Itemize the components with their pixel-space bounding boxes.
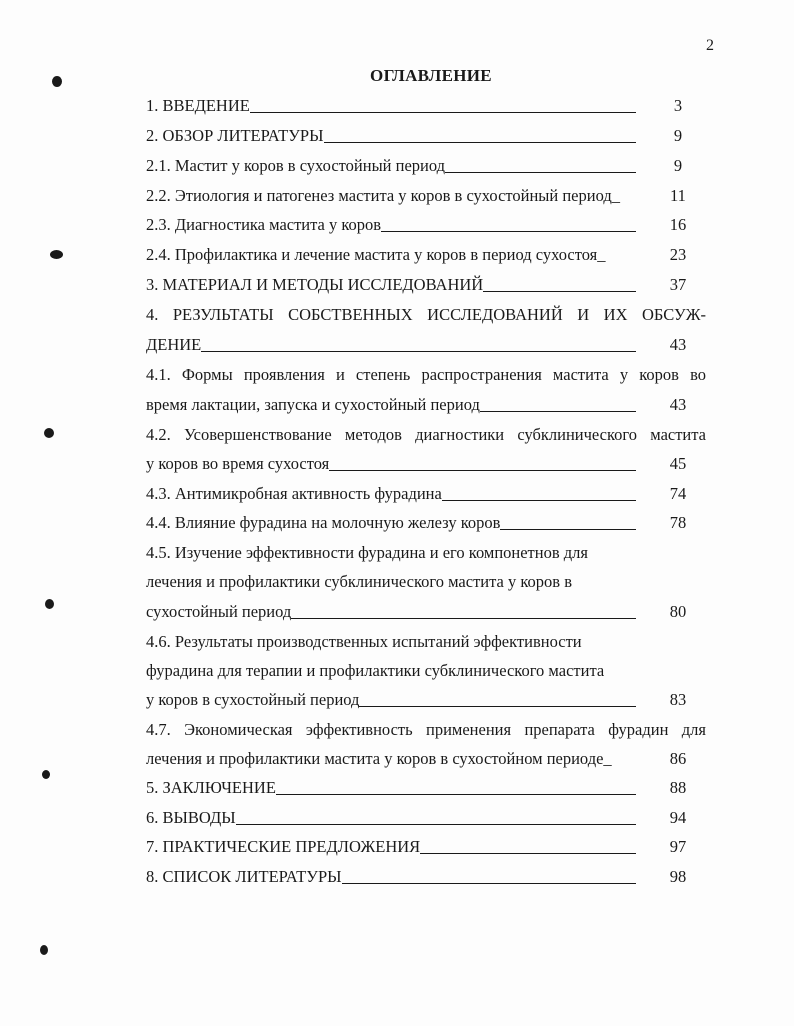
page-number: 2 — [706, 37, 714, 54]
toc-entry-title: время лактации, запуска и сухостойный период — [146, 395, 480, 414]
toc-entry-title: 2. ОБЗОР ЛИТЕРАТУРЫ — [146, 126, 324, 145]
toc-entry-2-3 — [146, 214, 706, 236]
toc-entry-title: сухостойный период — [146, 602, 292, 621]
toc-entry-results-line1: 4. РЕЗУЛЬТАТЫ СОБСТВЕННЫХ ИССЛЕДОВАНИЙ И ИХ ОБСУЖ- — [146, 305, 706, 324]
toc-entry-page: 97 — [669, 837, 687, 856]
toc-entry-4-5 — [146, 601, 706, 623]
toc-entry-title: 6. ВЫВОДЫ — [146, 808, 236, 827]
toc-entry-4-2 — [146, 453, 706, 475]
toc-entry-title: 4.4. Влияние фурадина на молочную железу коров — [146, 513, 501, 532]
toc-title: ОГЛАВЛЕНИЕ — [370, 66, 492, 85]
toc-entry-page: 74 — [669, 484, 687, 503]
toc-entry-page: 94 — [669, 808, 687, 827]
toc-entry-page: 23 — [669, 245, 687, 264]
toc-entry-literature-review — [146, 125, 706, 147]
toc-entry-4-1-line1: 4.1. Формы проявления и степень распространения мастита у коров во — [146, 365, 706, 384]
toc-entry-4-6 — [146, 689, 706, 711]
toc-entry-title: ДЕНИЕ — [146, 335, 202, 354]
toc-entry-page: 16 — [669, 215, 687, 234]
toc-entry-title: 1. ВВЕДЕНИЕ — [146, 96, 250, 115]
leader-line — [420, 853, 636, 854]
toc-entry-page: 43 — [669, 335, 687, 354]
toc-entry-4-7 — [146, 748, 706, 770]
toc-entry-title: у коров во время сухостоя — [146, 454, 330, 473]
leader-line — [201, 351, 636, 352]
toc-entry-findings — [146, 807, 706, 829]
scan-speck — [40, 945, 48, 955]
toc-entry-2-1 — [146, 155, 706, 177]
toc-entry-title: 2.4. Профилактика и лечение мастита у коров в период сухостоя_ — [146, 245, 606, 264]
toc-entry-4-4 — [146, 512, 706, 534]
toc-entry-introduction — [146, 95, 706, 117]
toc-entry-title: 8. СПИСОК ЛИТЕРАТУРЫ — [146, 867, 342, 886]
leader-line — [329, 470, 636, 471]
leader-line — [236, 824, 636, 825]
leader-line — [442, 500, 636, 501]
toc-entry-title: 2.2. Этиология и патогенез мастита у коров в сухостойный период_ — [146, 186, 621, 205]
toc-entry-4-6-line2: фурадина для терапии и профилактики субклинического мастита — [146, 661, 605, 680]
toc-entry-page: 9 — [673, 156, 683, 175]
scan-speck — [42, 770, 50, 779]
leader-line — [359, 706, 636, 707]
scan-speck — [52, 76, 62, 87]
leader-line — [480, 411, 636, 412]
leader-line — [500, 529, 636, 530]
toc-entry-page: 9 — [673, 126, 683, 145]
leader-line — [291, 618, 636, 619]
toc-entry-conclusion — [146, 777, 706, 799]
toc-entry-title: 7. ПРАКТИЧЕСКИЕ ПРЕДЛОЖЕНИЯ — [146, 837, 421, 856]
leader-line — [483, 291, 636, 292]
toc-entry-practical-proposals — [146, 836, 706, 858]
toc-entry-4-5-line2: лечения и профилактики субклинического мастита у коров в — [146, 572, 572, 591]
toc-entry-title: 5. ЗАКЛЮЧЕНИЕ — [146, 778, 276, 797]
toc-entry-page: 88 — [669, 778, 687, 797]
leader-line — [342, 883, 636, 884]
toc-entry-4-5-line1: 4.5. Изучение эффективности фурадина и его компонетнов для — [146, 543, 588, 562]
toc-entry-results — [146, 334, 706, 356]
leader-line — [276, 794, 636, 795]
toc-entry-2-4 — [146, 244, 706, 266]
leader-line — [324, 142, 637, 143]
scan-speck — [50, 250, 63, 259]
leader-line — [445, 172, 636, 173]
toc-entry-methods — [146, 274, 706, 296]
toc-entry-4-3 — [146, 483, 706, 505]
scan-speck — [44, 428, 54, 438]
toc-entry-page: 80 — [669, 602, 687, 621]
scan-speck — [45, 599, 54, 609]
toc-entry-page: 43 — [669, 395, 687, 414]
toc-entry-page: 45 — [669, 454, 687, 473]
toc-entry-page: 83 — [669, 690, 687, 709]
toc-entry-title: 2.3. Диагностика мастита у коров — [146, 215, 382, 234]
toc-entry-page: 98 — [669, 867, 687, 886]
leader-line — [381, 231, 636, 232]
toc-entry-page: 86 — [669, 749, 687, 768]
toc-entry-4-1 — [146, 394, 706, 416]
toc-entry-title: лечения и профилактики мастита у коров в сухостойном периоде_ — [146, 749, 612, 768]
toc-entry-references — [146, 866, 706, 888]
toc-entry-4-2-line1: 4.2. Усовершенствование методов диагностики субклинического мастита — [146, 425, 706, 444]
toc-entry-title: 3. МАТЕРИАЛ И МЕТОДЫ ИССЛЕДОВАНИЙ — [146, 275, 484, 294]
toc-entry-page: 78 — [669, 513, 687, 532]
toc-entry-4-6-line1: 4.6. Результаты производственных испытаний эффективности — [146, 632, 582, 651]
toc-entry-title: у коров в сухостойный период — [146, 690, 360, 709]
leader-line — [250, 112, 636, 113]
toc-entry-4-7-line1: 4.7. Экономическая эффективность применения препарата фурадин для — [146, 720, 706, 739]
toc-entry-title: 2.1. Мастит у коров в сухостойный период — [146, 156, 446, 175]
toc-entry-page: 11 — [670, 186, 686, 205]
toc-entry-title: 4.3. Антимикробная активность фурадина — [146, 484, 442, 503]
toc-entry-2-2 — [146, 185, 706, 207]
toc-entry-page: 3 — [673, 96, 683, 115]
toc-entry-page: 37 — [669, 275, 687, 294]
